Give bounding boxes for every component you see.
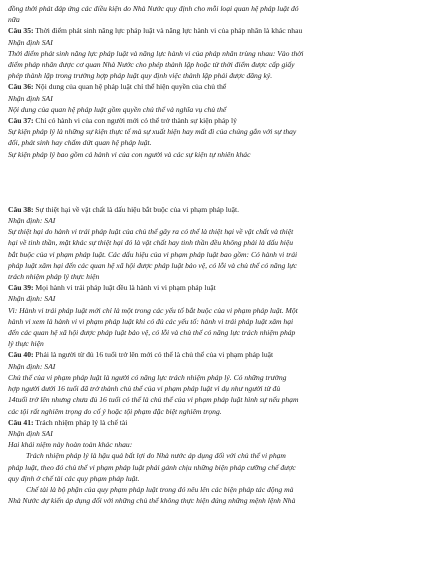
explanation-line: phép thành lập trong trường hợp pháp luật quy định việc thành lập phải được đăng ký.	[8, 71, 273, 81]
explanation-line: đổi, phát sinh hay chấm dứt quan hệ pháp luật.	[8, 138, 152, 148]
explanation-line: Sự kiện pháp lý bao gồm cả hành vi của con người và các sự kiện tự nhiên khác	[8, 149, 251, 159]
question-38	[8, 204, 426, 282]
question-39	[8, 282, 426, 349]
explanation-line: lý thực hiện	[8, 339, 44, 349]
question-41	[8, 417, 426, 507]
question-heading	[8, 282, 426, 293]
explanation-line: pháp luật, theo đó chủ thể vi phạm pháp luật phải gánh chịu những biện pháp cưỡng chế được	[8, 462, 296, 472]
question-heading	[8, 81, 426, 92]
explanation-line: quy định ở chế tài các quy phạm pháp luật.	[8, 473, 140, 483]
verdict: Nhận định: SAI	[8, 216, 56, 226]
question-text: Mọi hành vi trái pháp luật đều là hành vi vi phạm pháp luật	[33, 283, 216, 293]
explanation-line: đến các quan hệ xã hội được pháp luật bảo vệ, có lỗi và chủ thể có năng lực trách nhiệm pháp	[8, 328, 296, 338]
explanation-line: Vì: Hành vi trái pháp luật mới chỉ là một trong các yếu tố bắt buộc của vi phạm pháp luật. Một	[8, 305, 298, 315]
explanation-line: Chế tài là bộ phận của quy phạm pháp luật trong đó nêu lên các biện pháp tác động mà	[26, 484, 294, 494]
explanation-line: 14tuổi trở lên nhưng chưa đủ 16 tuổi có thể là chủ thể của vi phạm pháp luật hình sự nếu phạm	[8, 395, 299, 405]
question-number: Câu 37:	[8, 116, 34, 126]
question-text: Sự thiệt hại về vật chất là dấu hiệu bắt buộc của vi phạm pháp luật.	[33, 204, 240, 214]
question-36	[8, 81, 426, 115]
explanation-line: Nhà Nước dự kiến áp dụng đối với những chủ thể không thực hiện đúng những mệnh lệnh Nhà	[8, 496, 296, 506]
explanation-line: điểm pháp nhân được cơ quan Nhà Nước cho phép thành lập hoặc từ thời điểm được cấp giấy	[8, 60, 295, 70]
explanation-line: Nội dung của quan hệ pháp luật gồm quyền chủ thể và nghĩa vụ chủ thể	[8, 104, 227, 114]
question-number: Câu 41:	[8, 417, 34, 427]
question-37	[8, 115, 426, 160]
question-heading	[8, 115, 426, 126]
question-text: Nội dung của quan hệ pháp luật chỉ thể hiện quyền của chủ thể	[33, 82, 227, 92]
document-page	[8, 3, 426, 506]
verdict: Nhận định: SAI	[8, 294, 56, 304]
explanation-line: hợp người dưới 16 tuổi đã trở thành chủ thể của vi phạm pháp luật vì dụ như người từ đủ	[8, 384, 281, 394]
question-heading	[8, 204, 426, 215]
explanation-line: các tội rất nghiêm trọng do cố ý hoặc tội phạm đặc biệt nghiêm trọng.	[8, 406, 222, 416]
question-number: Câu 36:	[8, 82, 34, 92]
intro-text	[8, 3, 426, 25]
verdict: Nhận định: SAI	[8, 361, 56, 371]
verdict: Nhận định SAI	[8, 93, 53, 103]
question-number: Câu 35:	[8, 26, 34, 36]
explanation-line: pháp luật xâm hại đến các quan hệ xã hội được pháp luật bảo vệ, có lỗi và chủ thể có năng lực	[8, 260, 297, 270]
explanation-line: Sự kiện pháp lý là những sự kiện thực tế mà sự xuất hiện hay mất đi của chúng gắn với sự thay	[8, 127, 297, 137]
verdict: Nhận định SAI	[8, 37, 53, 47]
question-text: Trách nhiệm pháp lý là chế tài	[33, 417, 128, 427]
text-line: đồng thời phát đáp ứng các điều kiện do Nhà Nước quy định cho mỗi loại quan hệ pháp luật đó	[8, 4, 299, 13]
explanation-line: Hai khái niệm này hoàn toàn khác nhau:	[8, 440, 133, 450]
explanation-line: hại về tinh thần, mặt khác sự thiệt hại đó là vật chất hay tinh thần đều không phải là dấu hiệu	[8, 238, 294, 248]
question-text: Chỉ có hành vi của con người mới có thể trở thành sự kiện pháp lý	[33, 116, 237, 126]
verdict: Nhận định SAI	[8, 428, 53, 438]
question-40	[8, 349, 426, 416]
explanation-line: Trách nhiệm pháp lý là hậu quả bất lợi do Nhà nước áp dụng đối với chủ thể vi phạm	[26, 451, 286, 461]
question-number: Câu 38:	[8, 204, 34, 214]
question-35	[8, 25, 426, 81]
explanation-line: Thời điểm phát sinh năng lực pháp luật và năng lực hành vi của pháp nhân trùng nhau: Vào thời	[8, 48, 304, 58]
explanation-line: trách nhiệm pháp lý thực hiện	[8, 272, 100, 282]
question-text: Thời điểm phát sinh năng lực pháp luật và năng lực hành vi của pháp nhân là khác nhau	[33, 26, 303, 36]
explanation-line: hành vi xem là hành vi vi phạm pháp luật khi có đủ các yếu tố: hành vi trái pháp luật xâm hại	[8, 316, 294, 326]
blank-space	[8, 160, 426, 204]
explanation-line: Sự thiệt hại do hành vi trái pháp luật của chủ thể gây ra có thể là thiệt hại về vật chất và thiệt	[8, 227, 294, 237]
question-number: Câu 39:	[8, 283, 34, 293]
explanation-line: bắt buộc của vi phạm pháp luật. Các dấu hiệu của vi phạm pháp luật bao gồm: Có hành vi trái	[8, 249, 298, 259]
question-text: Phải là người từ đủ 16 tuổi trở lên mới có thể là chủ thể của vi phạm pháp luật	[33, 350, 274, 360]
text-line: nữa	[8, 15, 20, 25]
question-heading	[8, 417, 426, 428]
question-number: Câu 40:	[8, 350, 34, 360]
question-heading	[8, 349, 426, 360]
explanation-line: Chủ thể của vi phạm pháp luật là người có năng lực trách nhiệm pháp lý. Có những trường	[8, 372, 287, 382]
question-heading	[8, 25, 426, 36]
